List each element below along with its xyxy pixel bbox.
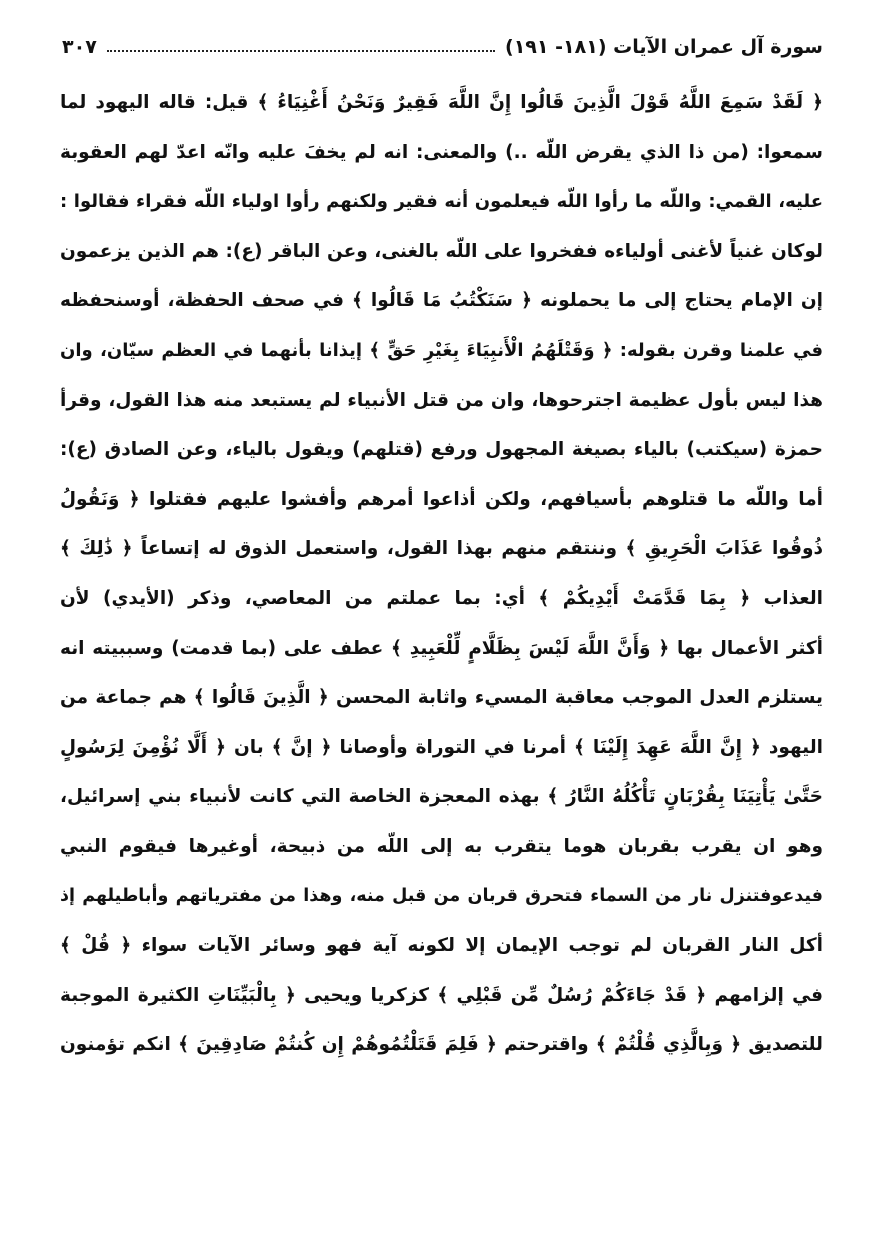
text-line: أكثر الأعمال بها ﴿ وَأَنَّ اللَّهَ لَيْسَ بِظَلَّامٍ لِّلْعَبِيدِ ﴾ عطف على (بما قدمت) وسببيته انه (60, 637, 823, 659)
text-line: لوكان غنياً لأغنى أولياءه ففخروا على اللّه بالغنى، وعن الباقر (ع): هم الذين يزعمون (60, 240, 823, 262)
commentary-text (60, 78, 823, 1070)
page-number: ٣٠٧ (62, 36, 97, 58)
text-line: للتصديق ﴿ وَبِالَّذِي قُلْتُمْ ﴾ واقترحتم ﴿ فَلِمَ قَتَلْتُمُوهُمْ إِن كُنتُمْ صَادِقِينَ ﴾ انكم تؤمنون (60, 1034, 823, 1056)
text-line: إن الإمام يحتاج إلى ما يحملونه ﴿ سَنَكْتُبُ مَا قَالُوا ﴾ في صحف الحفظة، أوسنحفظه (60, 290, 823, 312)
text-line: العذاب ﴿ بِمَا قَدَّمَتْ أَيْدِيكُمْ ﴾ أي: بما عملتم من المعاصي، وذكر (الأيدي) لأن (60, 587, 823, 609)
page-header (62, 30, 823, 64)
text-line: يستلزم العدل الموجب معاقبة المسيء واثابة المحسن ﴿ الَّذِينَ قَالُوا ﴾ هم جماعة من (60, 687, 823, 709)
text-line: أكل النار القربان لم توجب الإيمان إلا لكونه آية فهو وسائر الآيات سواء ﴿ قُلْ ﴾ (60, 935, 823, 957)
text-line: وهو ان يقرب بقربان هوما يتقرب به إلى اللّه من ذبيحة، أوغيرها فيقوم النبي (60, 835, 823, 857)
text-line: أما واللّه ما قتلوهم بأسيافهم، ولكن أذاعوا أمرهم وأفشوا عليهم فقتلوا ﴿ وَنَقُولُ (60, 488, 823, 510)
text-line: عليه، القمي: واللّه ما رأوا اللّه فيعلمون أنه فقير ولكنهم رأوا اولياء اللّه فقراء فقالوا : (60, 191, 823, 213)
surah-title: سورة آل عمران الآيات (١٨١- ١٩١) (505, 36, 823, 58)
text-line: ﴿ لَقَدْ سَمِعَ اللَّهُ قَوْلَ الَّذِينَ قَالُوا إِنَّ اللَّهَ فَقِيرٌ وَنَحْنُ أَغْنِيَاءُ ﴾ قيل: قاله اليهود لما (60, 92, 823, 113)
text-line: اليهود ﴿ إِنَّ اللَّهَ عَهِدَ إِلَيْنَا ﴾ أمرنا في التوراة وأوصانا ﴿ إنَّ ﴾ بان ﴿ أَلَّا نُؤْمِنَ لِرَسُولٍ (60, 736, 823, 758)
text-line: في علمنا وقرن بقوله: ﴿ وَقَتْلَهُمُ الْأَنبِيَاءَ بِغَيْرِ حَقٍّ ﴾ إيذانا بأنهما في العظم سيّان، وان (60, 339, 823, 361)
header-dotted-leader (107, 50, 495, 52)
text-line: في إلزامهم ﴿ قَدْ جَاءَكُمْ رُسُلٌ مِّن قَبْلِي ﴾ كزكريا ويحيى ﴿ بِالْبَيِّنَاتِ الكثيرة الموجبة (60, 984, 823, 1006)
text-line: حمزة (سيكتب) بالياء بصيغة المجهول ورفع (قتلهم) ويقول بالياء، وعن الصادق (ع): (60, 439, 823, 461)
text-line: فيدعوفتنزل نار من السماء فتحرق قربان من قبل منه، وهذا من مفترياتهم وأباطيلهم إذ (60, 885, 823, 906)
text-line: سمعوا: (من ذا الذي يقرض اللّه ..) والمعنى: انه لم يخفَ عليه وانّه اعدّ لهم العقوبة (60, 141, 823, 163)
text-line: هذا ليس بأول عظيمة اجترحوها، وان من قتل الأنبياء لم يستبعد منه هذا القول، وقرأ (60, 389, 823, 411)
text-line: ذُوقُوا عَذَابَ الْحَرِيقِ ﴾ وننتقم منهم بهذا القول، واستعمل الذوق له إتساعاً ﴿ ذَٰلِكَ ﴾ (60, 538, 823, 560)
text-line: حَتَّىٰ يَأْتِيَنَا بِقُرْبَانٍ تَأْكُلُهُ النَّارُ ﴾ بهذه المعجزة الخاصة التي كانت لأنبياء بني إسرائيل، (60, 786, 823, 808)
